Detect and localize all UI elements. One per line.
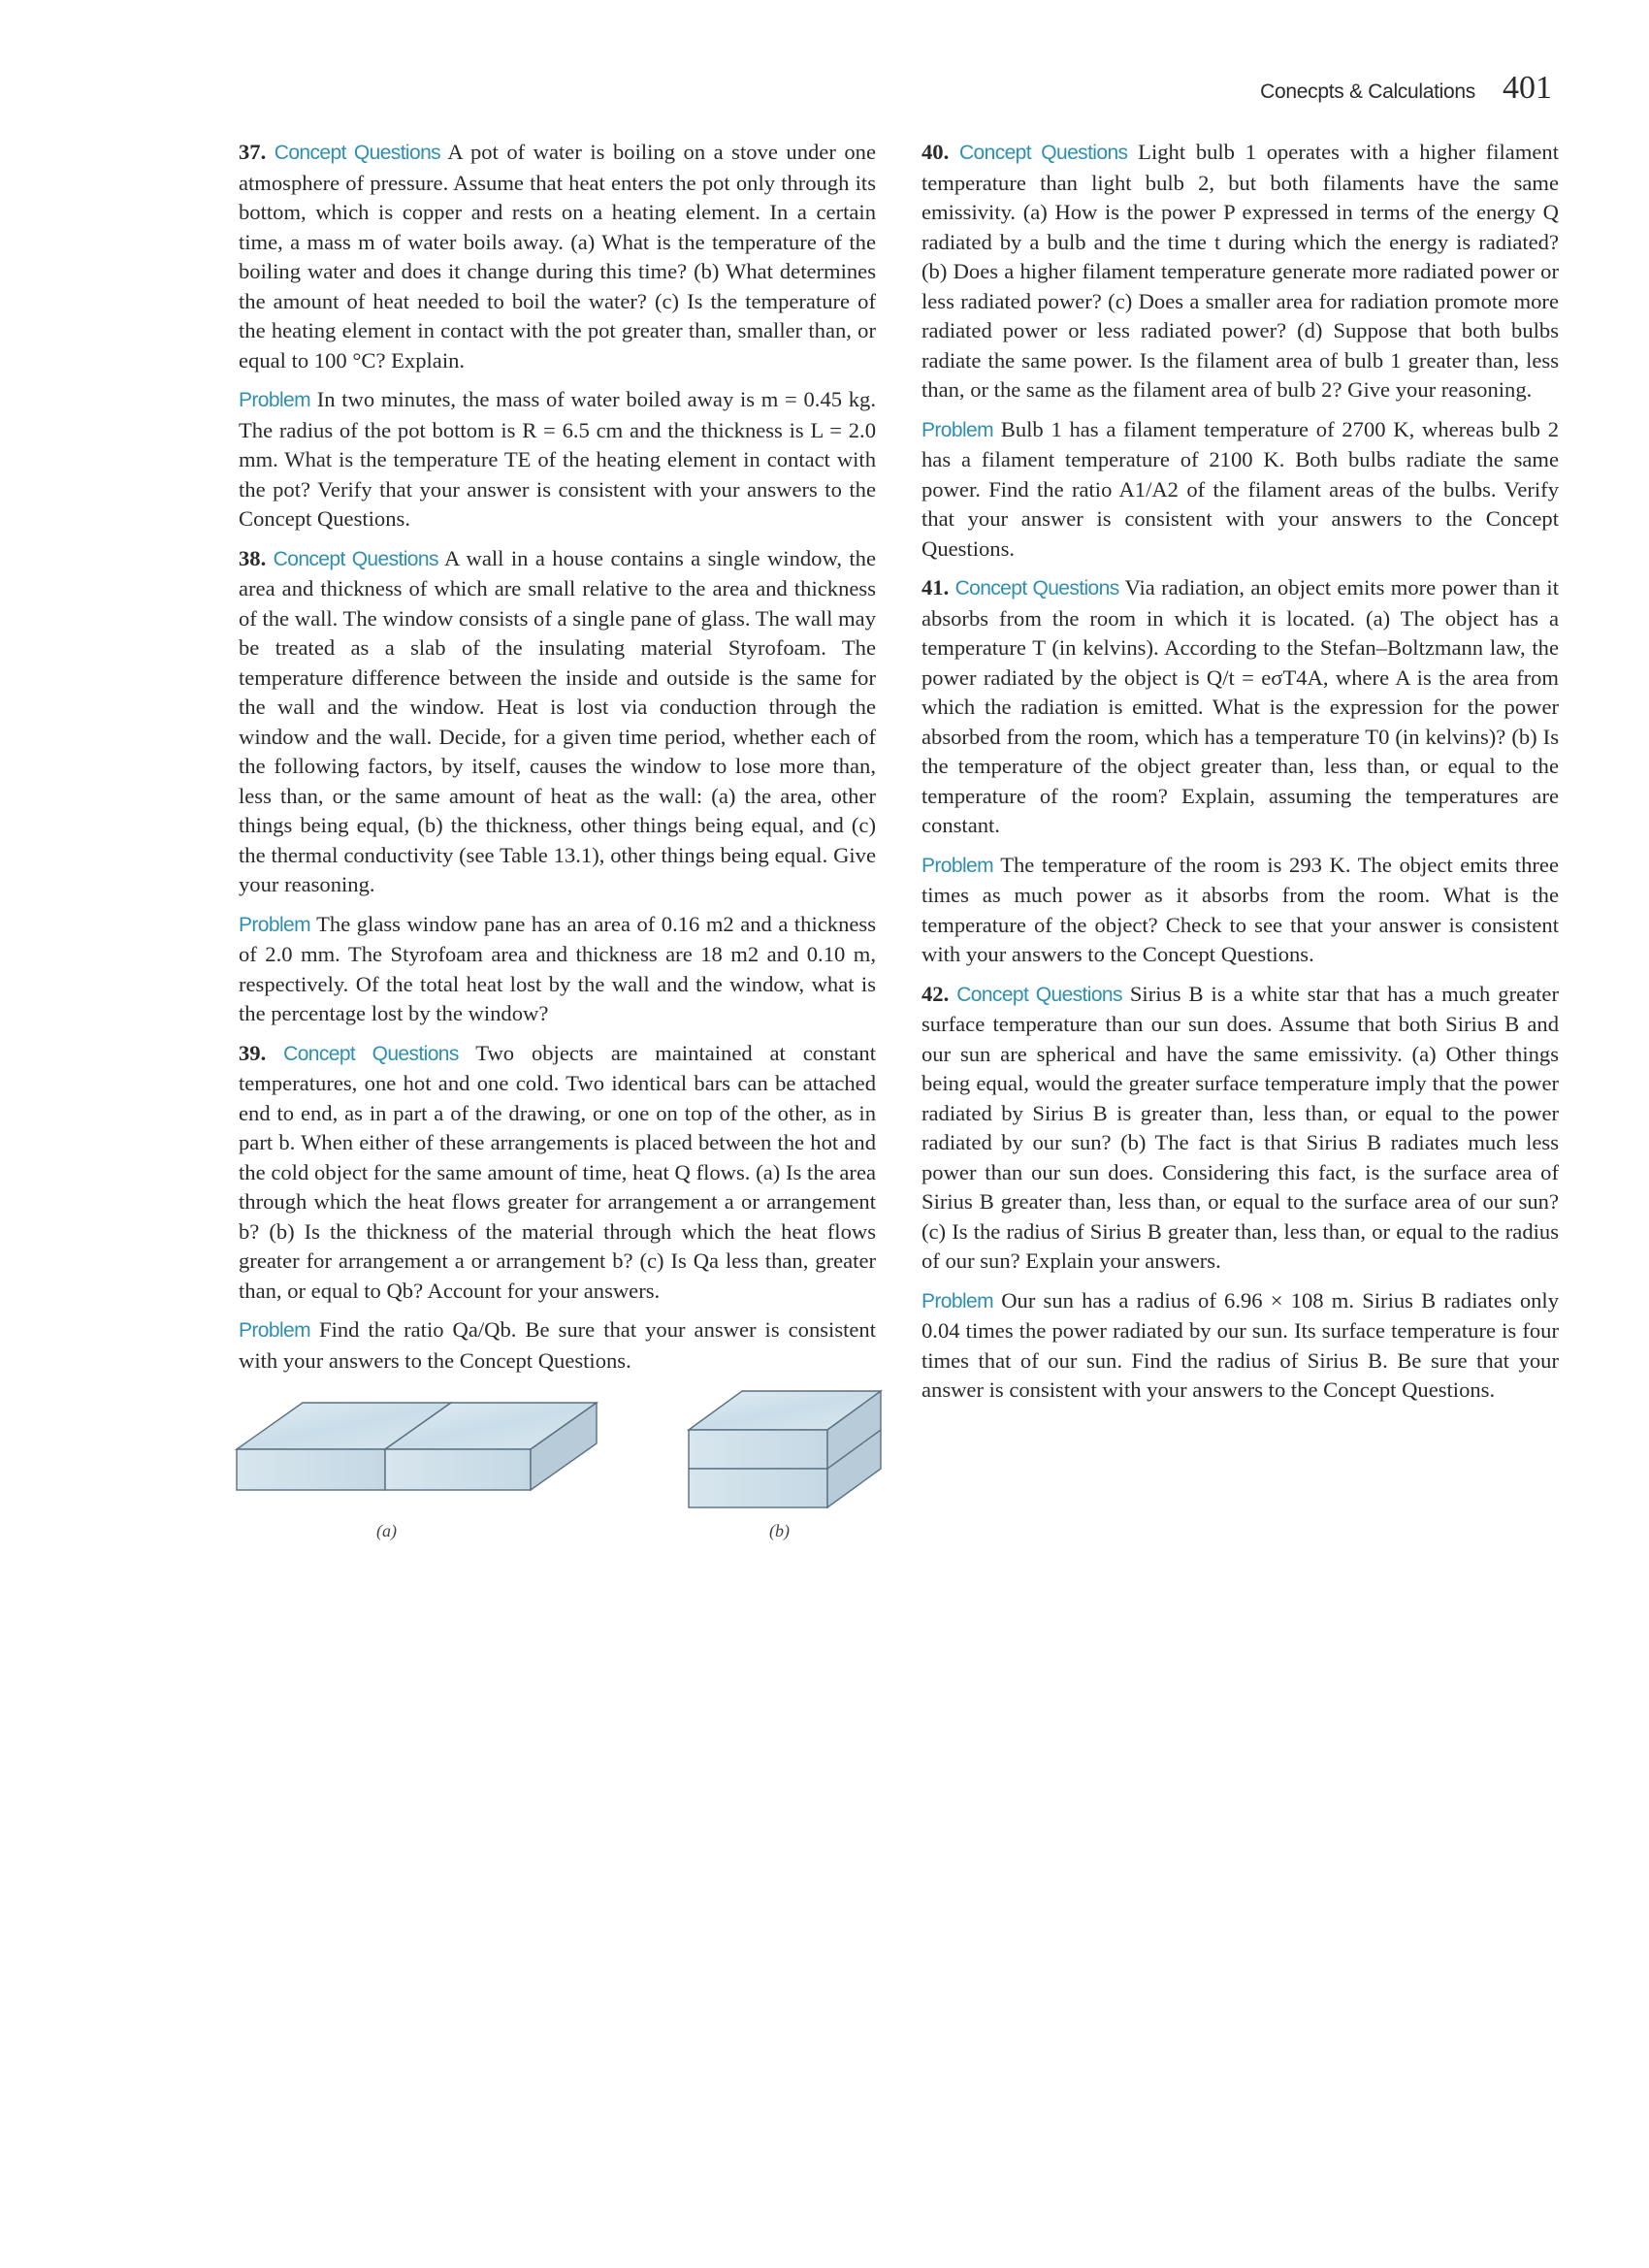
bar-b-lower-front bbox=[689, 1469, 827, 1507]
problem-label: Problem bbox=[239, 1319, 310, 1342]
problem-38-problem bbox=[239, 910, 876, 1029]
concept-questions-label: Concept Questions bbox=[954, 577, 1119, 599]
running-head-section: Conecpts & Calculations bbox=[1260, 81, 1475, 103]
problem-text: Our sun has a radius of 6.96 × 108 m. Sirius B radiates only 0.04 times the power radiated by our sun. Its surface temperature is four times that of our sun. Find the radius of Sirius B. Be sure that your answer is consistent with your answers to the Concept Questions. bbox=[922, 1287, 1559, 1402]
problem-text: Find the ratio Qa/Qb. Be sure that your answer is consistent with your answers to the Concept Questions. bbox=[239, 1317, 877, 1373]
bar-a2-front bbox=[385, 1449, 531, 1490]
bar-a1-front bbox=[237, 1449, 385, 1490]
concept-text: Light bulb 1 operates with a higher filament temperature than light bulb 2, but both filaments have the same emissivity. (a) How is the power P expressed in terms of the energy Q radiated by a bulb and the time t during which the energy is radiated? (b) Does a higher filament temperature generate more radiated power or less radiated power? (c) Does a smaller area for radiation promote more radiated power or less radiated power? (d) Suppose that both bulbs radiate the same power. Is the filament area of bulb 1 greater than, less than, or the same as the filament area of bulb 2? Give your reasoning. bbox=[922, 140, 1559, 402]
bar-b-upper-front bbox=[689, 1430, 827, 1469]
problem-42-problem bbox=[922, 1286, 1559, 1406]
concept-questions-label: Concept Questions bbox=[274, 142, 441, 164]
problem-37-concept bbox=[239, 138, 876, 375]
problem-label: Problem bbox=[922, 418, 993, 441]
problem-40-concept bbox=[922, 138, 1559, 405]
concept-text: Two objects are maintained at constant temperatures, one hot and one cold. Two identical bars can be attached end to end, as in part a of the drawing, or one on top of the other, as in part b. When either of these arrangements is placed between the hot and the cold object for the same amount of time, heat Q flows. (a) Is the area through which the heat flows greater for arrangement a or arrangement b? (b) Is the thickness of the material through which the heat flows greater for arrangement a or arrangement b? (c) Is Qa less than, greater than, or equal to Qb? Account for your answers. bbox=[239, 1040, 876, 1303]
concept-text: Sirius B is a white star that has a much greater surface temperature than our sun does. Assume that both Sirius B and our sun are spherical and have the same emissivity. (a) Other things being equal, would the greater surface temperature imply that the power radiated by Sirius B is greater than, less than, or equal to the power radiated by our sun? (b) The fact is that Sirius B radiates much less power than our sun does. Considering this fact, is the surface area of Sirius B greater than, less than, or equal to the surface area of our sun? (c) Is the radius of Sirius B greater than, less than, or equal to the radius of our sun? Explain your answers. bbox=[922, 981, 1559, 1273]
problem-label: Problem bbox=[922, 854, 993, 877]
problem-41-concept bbox=[922, 573, 1559, 841]
problem-number: 42. bbox=[922, 981, 950, 1006]
problem-number: 41. bbox=[922, 575, 950, 599]
problem-text: The glass window pane has an area of 0.16 m2 and a thickness of 2.0 mm. The Styrofoam area and thickness are 18 m2 and 0.10 m, respectively. Of the total heat lost by the wall and the window, what is the percentage lost by the window? bbox=[239, 911, 876, 1025]
right-column bbox=[922, 138, 1559, 1415]
problem-number: 37. bbox=[239, 140, 267, 164]
figure-label-a: (a) bbox=[376, 1521, 397, 1540]
concept-questions-label: Concept Questions bbox=[283, 1042, 459, 1065]
problem-label: Problem bbox=[239, 913, 310, 936]
problem-number: 39. bbox=[239, 1040, 267, 1065]
problem-39-concept bbox=[239, 1039, 876, 1307]
problem-42-concept bbox=[922, 980, 1559, 1277]
problem-39-problem bbox=[239, 1315, 876, 1376]
concept-text: A wall in a house contains a single window, the area and thickness of which are small relative to the area and thickness of the wall. The window consists of a single pane of glass. The wall may be treated as a slab of the insulating material Styrofoam. The temperature difference between the inside and outside is the same for the wall and the window. Heat is lost via conduction through the window and the wall. Decide, for a given time period, whether each of the following factors, by itself, causes the window to lose more than, less than, or the same amount of heat as the wall: (a) the area, other things being equal, (b) the thickness, other things being equal, and (c) the thermal conductivity (see Table 13.1), other things being equal. Give your reasoning. bbox=[239, 545, 877, 896]
problem-number: 38. bbox=[239, 545, 267, 570]
problem-text: In two minutes, the mass of water boiled away is m = 0.45 kg. The radius of the pot bottom is R = 6.5 cm and the thickness is L = 2.0 mm. What is the temperature TE of the heating element in contact with the pot? Verify that your answer is consistent with your answers to the Concept Questions. bbox=[239, 387, 876, 531]
problem-41-problem bbox=[922, 851, 1559, 970]
page-number: 401 bbox=[1503, 70, 1552, 106]
problem-label: Problem bbox=[922, 1289, 993, 1312]
running-head bbox=[1260, 70, 1552, 107]
bars-drawing bbox=[233, 1387, 883, 1513]
problem-40-problem bbox=[922, 415, 1559, 565]
concept-text: Via radiation, an object emits more power than it absorbs from the room in which it is located. (a) The object has a temperature T (in kelvins). According to the Stefan–Boltzmann law, the power radiated by the object is Q/t = eσT4A, where A is the area from which the radiation is emitted. What is the expression for the power absorbed from the room, which has a temperature T0 (in kelvins)? (b) Is the temperature of the object greater than, less than, or equal to the temperature of the room? Explain, assuming the temperatures are constant. bbox=[922, 575, 1559, 837]
concept-questions-label: Concept Questions bbox=[958, 142, 1128, 164]
arrangement-b-bars bbox=[689, 1391, 881, 1507]
figure-label-b: (b) bbox=[769, 1521, 790, 1540]
problem-38-concept bbox=[239, 544, 876, 900]
concept-text: A pot of water is boiling on a stove under one atmosphere of pressure. Assume that heat enters the pot only through its bottom, which is copper and rests on a heating element. In a certain time, a mass m of water boils away. (a) What is the temperature of the boiling water and does it change during this time? (b) What determines the amount of heat needed to boil the water? (c) Is the temperature of the heating element in contact with the pot greater than, smaller than, or equal to 100 °C? Explain. bbox=[239, 140, 876, 373]
problem-37-problem bbox=[239, 385, 876, 535]
concept-questions-label: Concept Questions bbox=[273, 547, 438, 570]
problem-number: 40. bbox=[922, 140, 950, 164]
concept-questions-label: Concept Questions bbox=[956, 983, 1122, 1006]
arrangement-a-bars bbox=[237, 1403, 597, 1490]
problem-text: Bulb 1 has a filament temperature of 2700 K, whereas bulb 2 has a filament temperature of 2100 K. Both bulbs radiate the same power. Find the ratio A1/A2 of the filament areas of the bulbs. Verify that your answer is consistent with your answers to the Concept Questions. bbox=[922, 416, 1559, 561]
problem-label: Problem bbox=[239, 389, 310, 411]
left-column bbox=[239, 138, 876, 1385]
problem-text: The temperature of the room is 293 K. The object emits three times as much power as it absorbs from the room. What is the temperature of the object? Check to see that your answer is consistent with your answers to the Concept Questions. bbox=[922, 852, 1559, 966]
